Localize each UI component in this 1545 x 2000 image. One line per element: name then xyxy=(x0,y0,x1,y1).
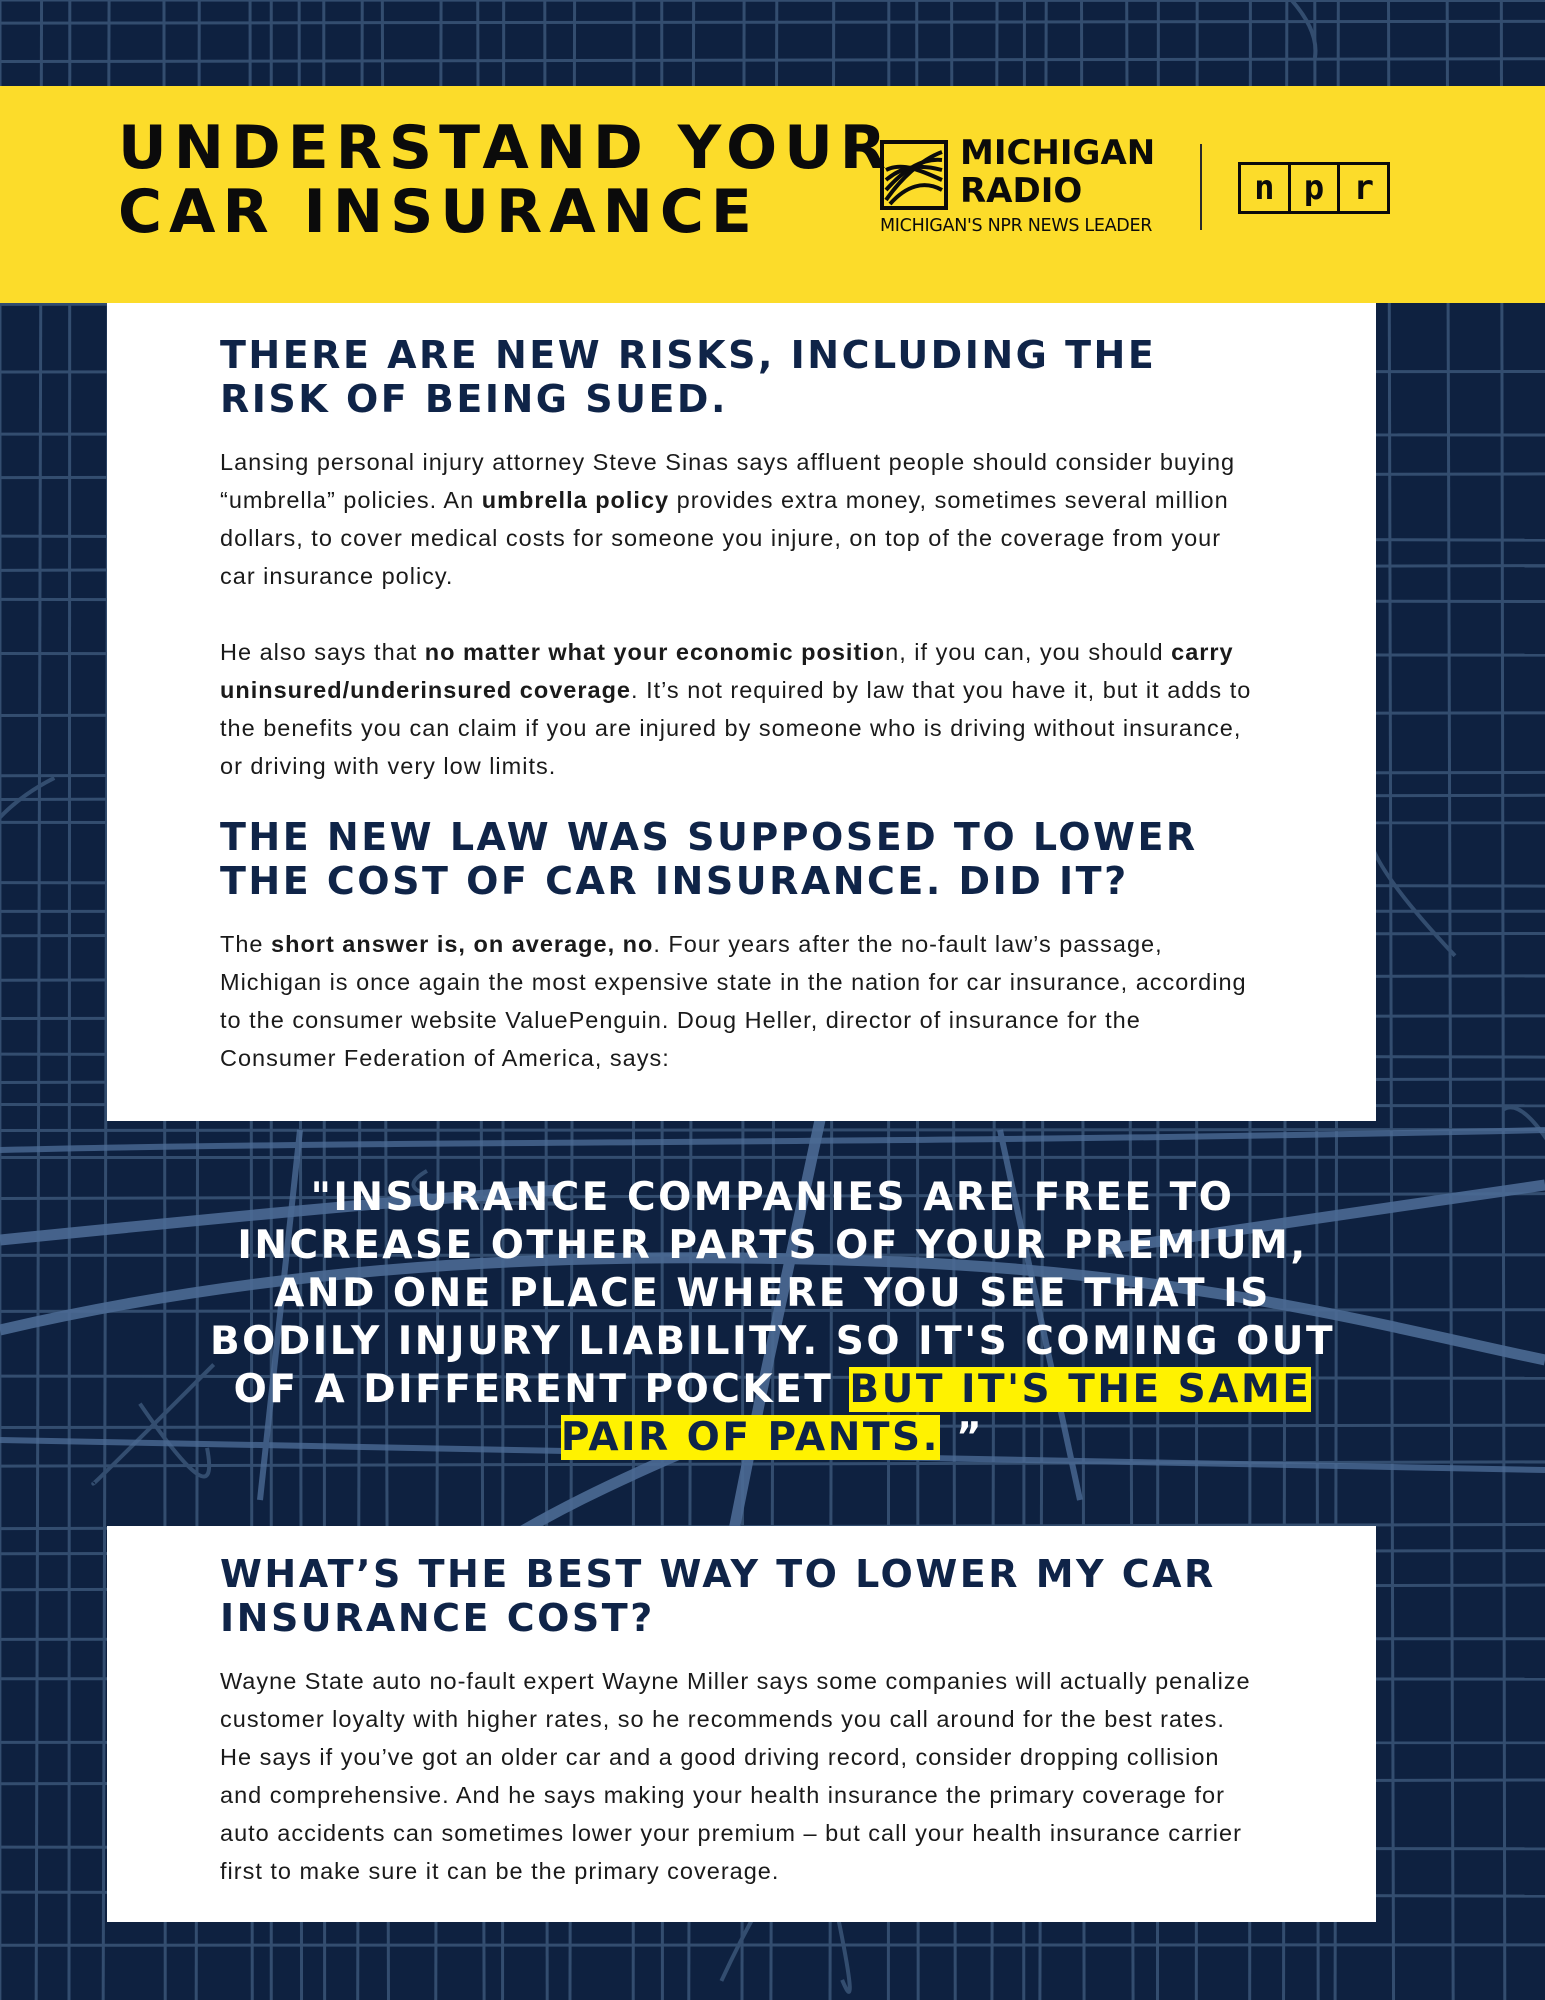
section-body-uninsured xyxy=(220,633,1264,785)
bold-phrase: short answer is, on average, no xyxy=(271,931,654,957)
logo-name-line2: RADIO xyxy=(960,171,1083,211)
text-run: . Four years after the no-fault law’s passage, Michigan is once again the most expensive state in the nation for car insurance, according to the consumer website ValuePenguin. Doug Heller, director of insurance for the Consumer Federation of America, says: xyxy=(220,931,1247,1071)
quote-text: "INSURANCE COMPANIES ARE FREE TO INCREASE OTHER PARTS OF YOUR PREMIUM, AND ONE PLACE WHERE YOU SEE THAT IS BODILY INJURY LIABILITY. SO IT'S COMING OUT OF A DIFFERENT POCKET xyxy=(209,1175,1336,1412)
content-card-top xyxy=(107,303,1376,1121)
logo-tagline: MICHIGAN'S NPR NEWS LEADER xyxy=(880,216,1153,236)
text-run: He also says that xyxy=(220,639,425,665)
text-run: Lansing personal injury attorney Steve Sinas says affluent people should consider buying “umbrella” policies. An xyxy=(220,449,1236,513)
quote-close: ” xyxy=(939,1415,985,1460)
text-run: . It’s not required by law that you have it, but it adds to the benefits you can claim if you are injured by someone who is driving without insurance, or driving with very low limits. xyxy=(220,677,1252,779)
npr-letter-r: r xyxy=(1353,168,1374,208)
npr-letter-p: p xyxy=(1291,165,1341,211)
bold-phrase: carry uninsured/underinsured coverage xyxy=(220,639,1234,703)
text-run: Wayne State auto no-fault expert Wayne Miller says some companies will actually penalize customer loyalty with higher rates, so he recommends you call around for the best rates. He says if you’ve got an older car and a good driving record, consider dropping collision and comprehensive. And he says making your health insurance the primary coverage for auto accidents can sometimes lower your premium – but call your health insurance carrier first to make sure it can be the primary coverage. xyxy=(220,1668,1251,1884)
text-run: n, if you can, you should xyxy=(885,639,1172,665)
page-title xyxy=(118,113,893,247)
page-title-line2: CAR INSURANCE xyxy=(118,177,759,247)
section-body-lower-cost xyxy=(220,1662,1264,1890)
section-heading-new-risks: THERE ARE NEW RISKS, INCLUDING THE RISK OF BEING SUED. xyxy=(220,333,1157,421)
text-run: provides extra money, sometimes several million dollars, to cover medical costs for someone you injure, on top of the coverage from your car insurance policy. xyxy=(220,487,1229,589)
text-run: The xyxy=(220,931,272,957)
section-body-short-answer xyxy=(220,925,1264,1077)
michigan-radio-logo xyxy=(880,133,1170,238)
logo-name-line1: MICHIGAN xyxy=(960,133,1156,173)
npr-logo xyxy=(1238,162,1390,214)
bold-phrase: no matter what your economic positio xyxy=(424,639,886,665)
content-card-bottom xyxy=(107,1526,1376,1922)
michigan-radio-wordmark xyxy=(960,134,1155,210)
page-title-line1: UNDERSTAND YOUR xyxy=(118,113,893,183)
michigan-radio-mark-icon xyxy=(880,140,948,210)
pull-quote xyxy=(190,1174,1355,1462)
logo-divider xyxy=(1200,144,1202,230)
bold-phrase: umbrella policy xyxy=(481,487,670,513)
section-body-umbrella xyxy=(220,443,1264,595)
quote-highlight: BUT IT'S THE SAME PAIR OF PANTS. xyxy=(560,1367,1312,1460)
section-heading-lower-cost: WHAT’S THE BEST WAY TO LOWER MY CAR INSURANCE COST? xyxy=(220,1552,1216,1640)
npr-letter-n: n xyxy=(1241,165,1291,211)
section-heading-new-law: THE NEW LAW WAS SUPPOSED TO LOWER THE COST OF CAR INSURANCE. DID IT? xyxy=(220,815,1198,903)
header-banner xyxy=(0,86,1545,303)
